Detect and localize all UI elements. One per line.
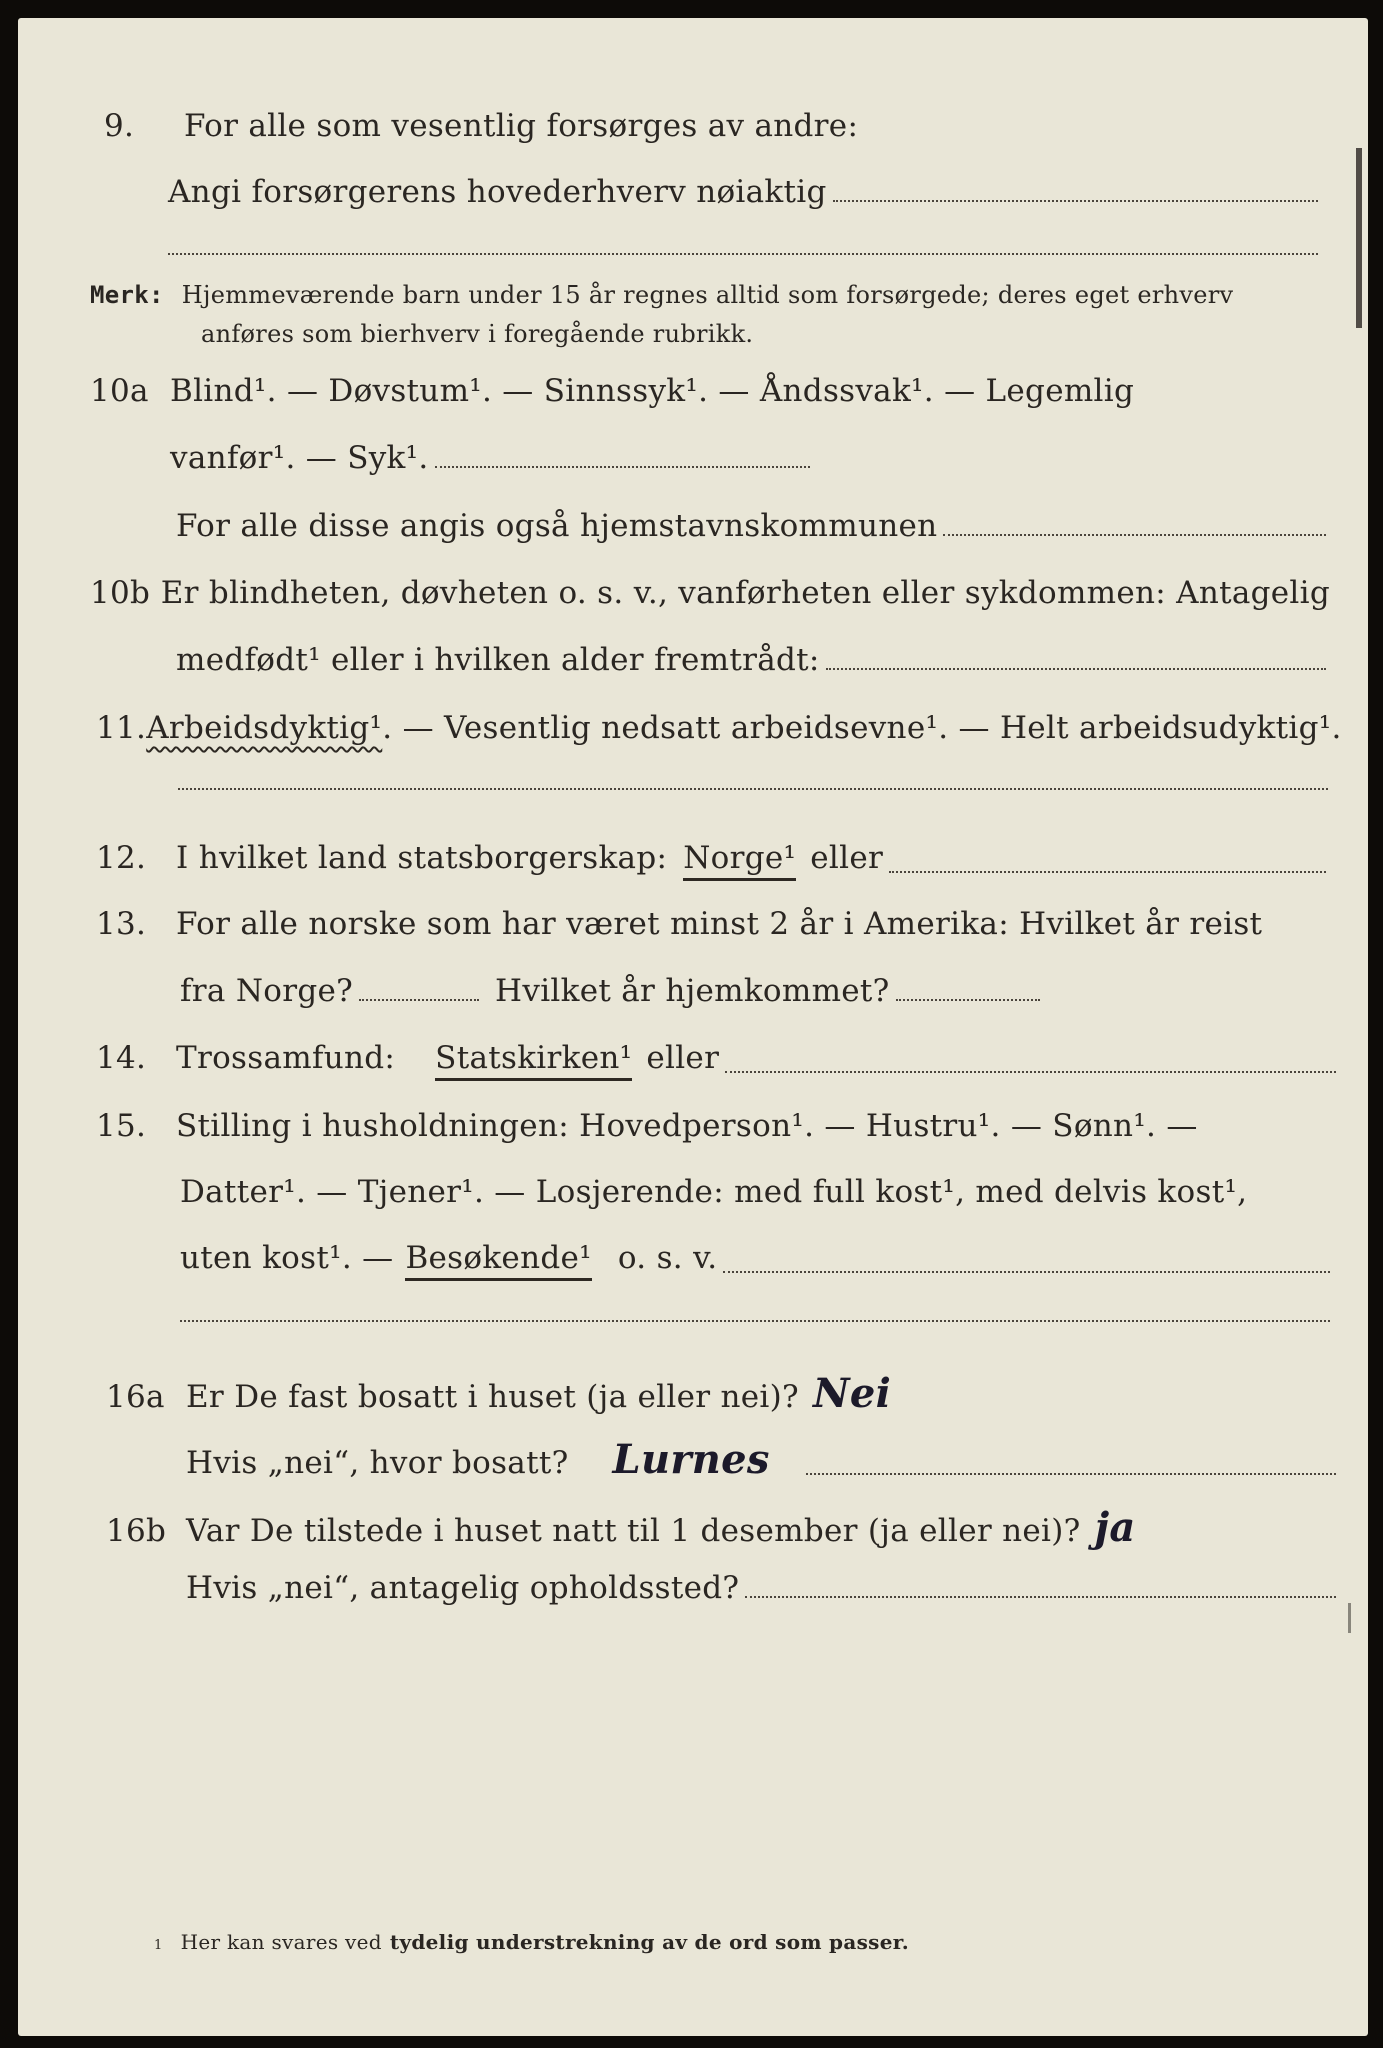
q15-number: 15. bbox=[96, 1108, 147, 1144]
q16a-text-2: Hvis „nei“, hvor bosatt? bbox=[186, 1445, 569, 1481]
q10a-text-1: Blind¹. — Døvstum¹. — Sinnssyk¹. — Åndssvak¹. — Legemlig bbox=[170, 373, 1135, 409]
q13-number: 13. bbox=[96, 906, 147, 942]
q13-text-1: For alle norske som har været minst 2 år i Amerika: Hvilket år reist bbox=[176, 906, 1263, 942]
q16a-line2 bbox=[186, 1436, 1336, 1483]
q11-extra-line[interactable] bbox=[178, 788, 1328, 790]
q13-left-norway-label: fra Norge? bbox=[180, 973, 354, 1009]
q10a-line3 bbox=[176, 508, 1326, 544]
footnote-mark: 1 bbox=[154, 1938, 163, 1953]
q10a-text-3: For alle disse angis også hjemstavnskommunen bbox=[176, 508, 938, 544]
q11-line bbox=[96, 710, 1342, 746]
q13-left-year-field[interactable] bbox=[359, 999, 479, 1001]
merk-text-1: Hjemmeværende barn under 15 år regnes alltid som forsørgede; deres eget erhverv bbox=[181, 281, 1234, 309]
q10b-age-field[interactable] bbox=[826, 668, 1326, 670]
q10a-number: 10a bbox=[90, 373, 149, 409]
edge-mark bbox=[1348, 1603, 1351, 1633]
census-form-page bbox=[18, 18, 1368, 2036]
q13-returned-label: Hvilket år hjemkommet? bbox=[495, 973, 890, 1009]
footnote bbox=[154, 1930, 909, 1954]
q15-text-3b: o. s. v. bbox=[617, 1240, 718, 1276]
q9-number: 9. bbox=[104, 108, 135, 144]
q10b-number: 10b bbox=[90, 575, 151, 611]
q15-text-1[interactable]: Stilling i husholdningen: Hovedperson¹. — Hustru¹. — Sønn¹. — bbox=[176, 1108, 1198, 1144]
q12-option-norge[interactable]: Norge¹ bbox=[683, 840, 796, 881]
q10a-text-2: vanfør¹. — Syk¹. bbox=[170, 440, 429, 476]
q9-text: For alle som vesentlig forsørges av andre: bbox=[184, 108, 859, 144]
q10b-text-1: Er blindheten, døvheten o. s. v., vanførheten eller sykdommen: Antagelig bbox=[160, 575, 1330, 611]
footnote-text-plain: Her kan svares ved bbox=[180, 1930, 382, 1954]
merk-line1 bbox=[90, 281, 1233, 309]
q14-text: Trossamfund: bbox=[176, 1040, 396, 1076]
q10a-line1 bbox=[90, 373, 1330, 409]
footnote-text-bold: tydelig understrekning av de ord som passer. bbox=[389, 1930, 910, 1954]
q13-returned-year-field[interactable] bbox=[896, 999, 1040, 1001]
q10a-line2 bbox=[170, 440, 810, 476]
q10b-text-2: medfødt¹ eller i hvilken alder fremtrådt: bbox=[176, 642, 820, 678]
q16b-whereabouts-field[interactable] bbox=[745, 1596, 1336, 1598]
q9-line1 bbox=[104, 108, 1004, 144]
q14-other-faith-field[interactable] bbox=[725, 1071, 1336, 1073]
q16a-text-1: Er De fast bosatt i huset (ja eller nei)? bbox=[186, 1379, 799, 1415]
q12-text: I hvilket land statsborgerskap: bbox=[176, 840, 668, 876]
q13-line2 bbox=[180, 973, 1040, 1009]
q15-line3 bbox=[180, 1240, 1330, 1281]
q14-line bbox=[96, 1040, 1336, 1081]
q16a-answer-handwritten[interactable]: Nei bbox=[812, 1370, 892, 1417]
q12-other-country-field[interactable] bbox=[889, 871, 1326, 873]
q15-line1 bbox=[96, 1108, 1336, 1144]
q12-eller: eller bbox=[810, 840, 884, 876]
q13-line1 bbox=[96, 906, 1336, 942]
q15-option-besokende[interactable]: Besøkende¹ bbox=[405, 1240, 591, 1281]
q15-text-2[interactable]: Datter¹. — Tjener¹. — Losjerende: med full kost¹, med delvis kost¹, bbox=[180, 1174, 1248, 1210]
q11-other-options[interactable]: . — Vesentlig nedsatt arbeidsevne¹. — Helt arbeidsudyktig¹. bbox=[382, 710, 1342, 746]
q16b-text-1: Var De tilstede i huset natt til 1 desember (ja eller nei)? bbox=[186, 1513, 1081, 1549]
q14-number: 14. bbox=[96, 1040, 147, 1076]
edge-mark bbox=[1356, 148, 1362, 328]
q10b-line2 bbox=[176, 642, 1326, 678]
q14-option-statskirken[interactable]: Statskirken¹ bbox=[435, 1040, 632, 1081]
q16a-residence-handwritten[interactable]: Lurnes bbox=[612, 1436, 770, 1483]
q15-extra-line[interactable] bbox=[180, 1320, 1330, 1322]
q9-occupation-field[interactable] bbox=[833, 200, 1318, 202]
q15-text-3a[interactable]: uten kost¹. — bbox=[180, 1240, 394, 1276]
q12-line bbox=[96, 840, 1326, 881]
q10a-home-municipality-field[interactable] bbox=[943, 534, 1326, 536]
q10b-line1 bbox=[90, 575, 1330, 611]
q16b-line2 bbox=[186, 1570, 1336, 1606]
q14-eller: eller bbox=[646, 1040, 720, 1076]
q16b-number: 16b bbox=[106, 1513, 167, 1549]
q16b-answer-handwritten[interactable]: ja bbox=[1094, 1504, 1136, 1551]
merk-label: Merk: bbox=[90, 281, 164, 309]
q9-line2 bbox=[168, 174, 1318, 210]
q15-other-field[interactable] bbox=[723, 1271, 1330, 1273]
q15-line2 bbox=[180, 1174, 1340, 1210]
q9-extra-line[interactable] bbox=[168, 253, 1318, 255]
q16b-text-2: Hvis „nei“, antagelig opholdssted? bbox=[186, 1570, 740, 1606]
q16a-line1 bbox=[106, 1370, 966, 1417]
q16b-line1 bbox=[106, 1504, 1256, 1551]
q16a-residence-field[interactable] bbox=[806, 1473, 1336, 1475]
q11-option-able[interactable]: Arbeidsdyktig¹ bbox=[146, 710, 383, 746]
merk-line2 bbox=[201, 320, 753, 348]
q16a-number: 16a bbox=[106, 1379, 165, 1415]
q11-number: 11. bbox=[96, 710, 147, 746]
q10a-sick-field[interactable] bbox=[435, 466, 810, 468]
q12-number: 12. bbox=[96, 840, 147, 876]
q9-occupation-label: Angi forsørgerens hovederhverv nøiaktig bbox=[168, 174, 827, 210]
merk-text-2: anføres som bierhverv i foregående rubrikk. bbox=[201, 320, 754, 348]
